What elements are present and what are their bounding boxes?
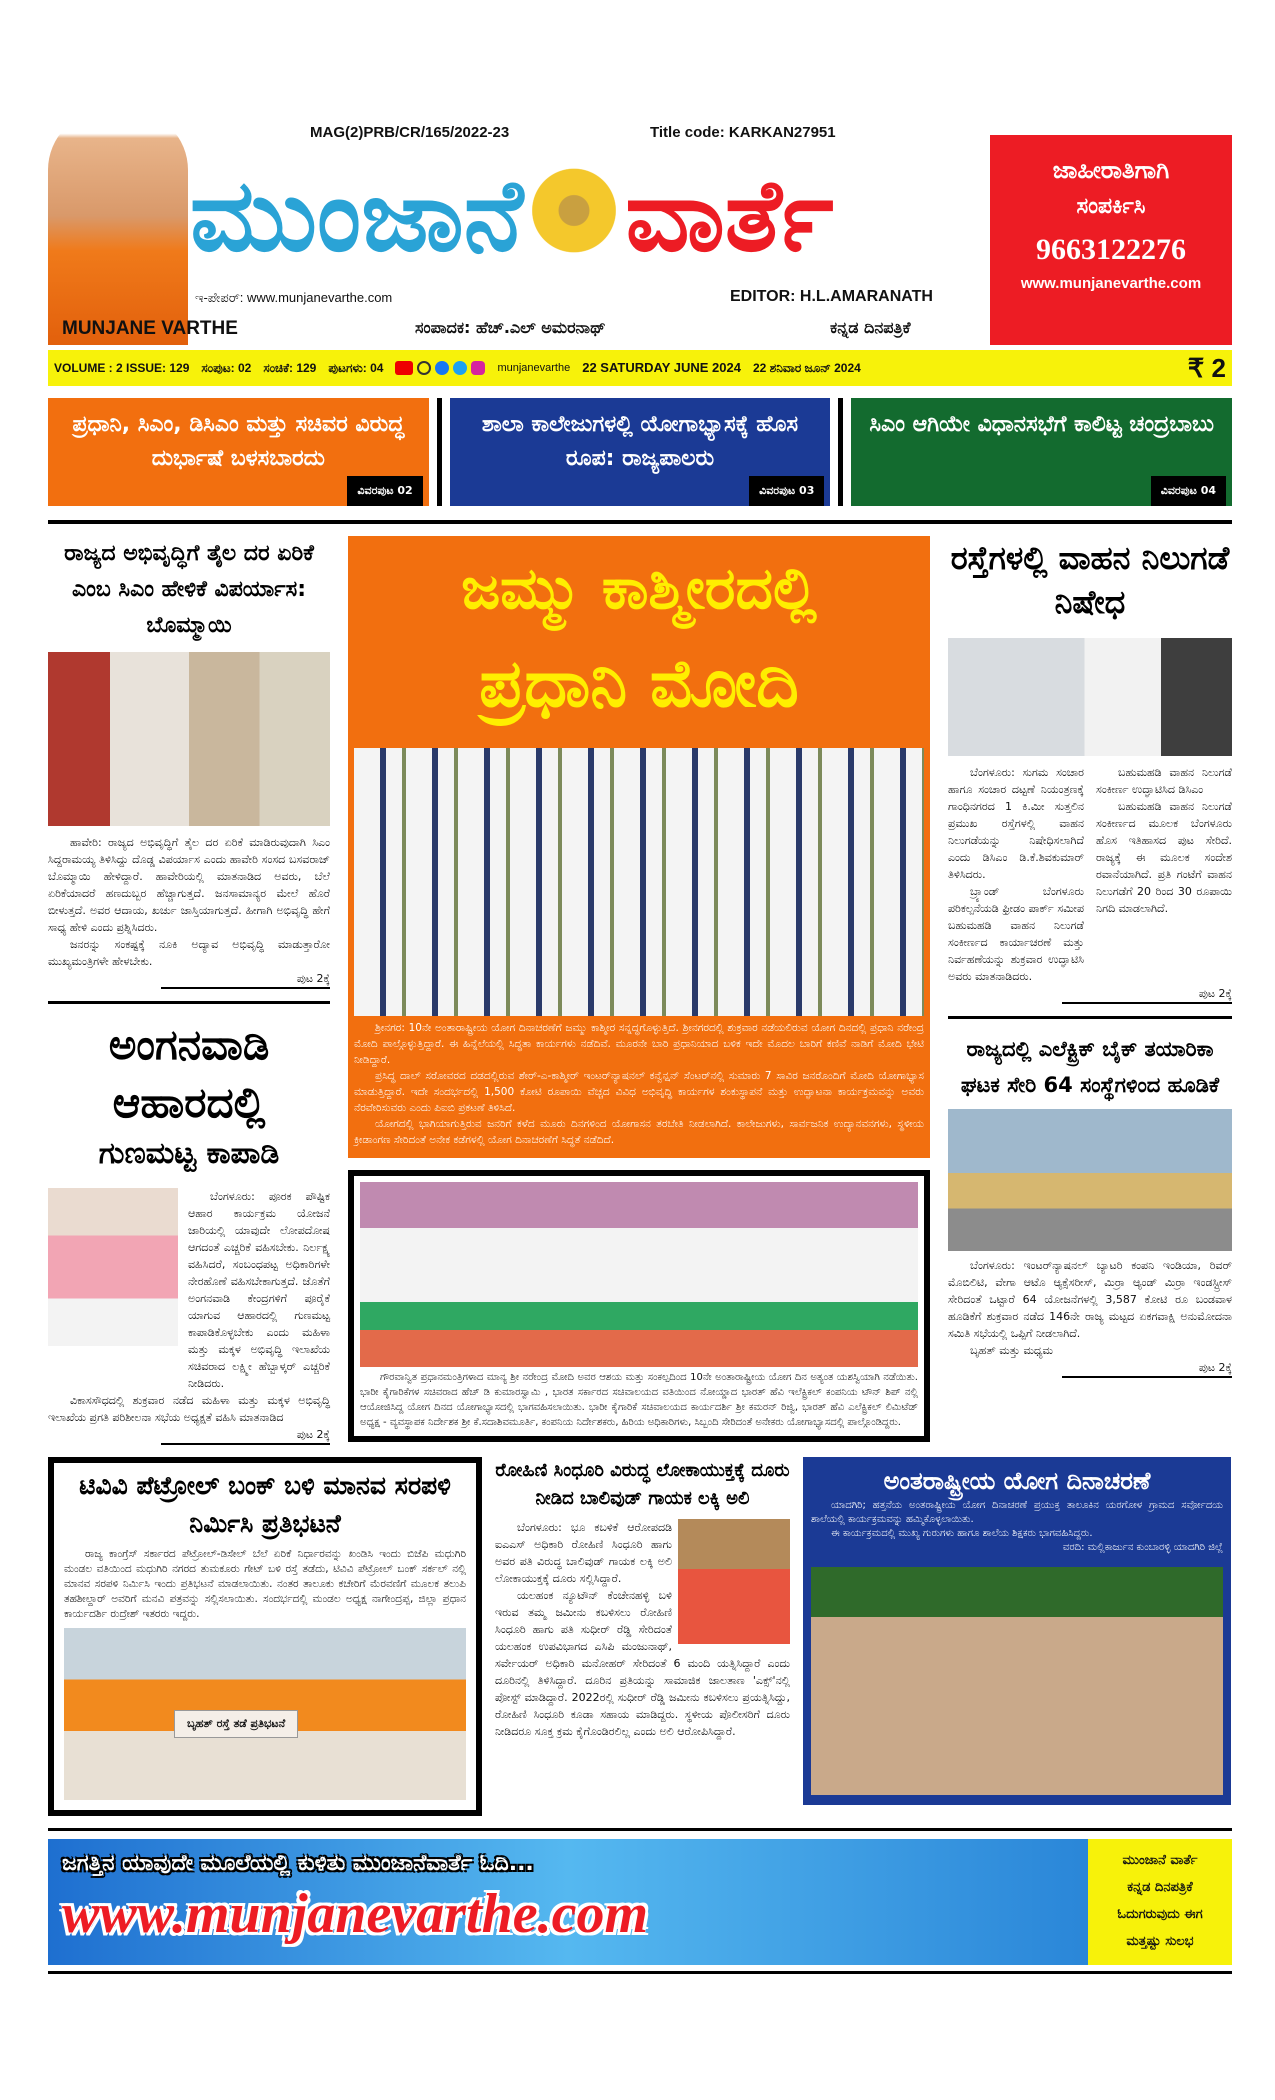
photo-caption: ಗೌರವಾನ್ವಿತ ಪ್ರಧಾನಮಂತ್ರಿಗಳಾದ ಮಾನ್ಯ ಶ್ರೀ ನರೇಂದ್ರ ಮೋದಿ ಅವರ ಆಶಯ ಮತ್ತು ಸಂಕಲ್ಪದಿಂದ 10ನೇ ಅಂತಾರಾಷ್ಟ್ರೀಯ ಯೋಗ ದಿನ ಅತ್ಯಂತ ಯಶಸ್ವಿಯಾಗಿ ನಡೆಯಿತು. ಭಾರೀ ಕೈಗಾರಿಕೆಗಳ ಸಚಿವರಾದ ಹೆಚ್ ಡಿ ಕುಮಾರಸ್ವಾಮಿ , ಭಾರತ ಸರ್ಕಾರದ ಸಚಿವಾಲಯದ ವತಿಯಿಂದ ನೋಯ್ಡಾದ ಭಾರತ್ ಹೆವಿ ಇಲೆಕ್ಟ್ರಿಕಲ್ ಕಂಪನಿಯ ಟೌನ್ ಶಿಪ್ ನಲ್ಲಿ ಆಯೋಜಿಸಿದ್ದ ಯೋಗ ದಿನದ ಯೋಗಾಭ್ಯಾಸದಲ್ಲಿ ಭಾಗವಹಿಸಲಾಯಿತು. ಭಾರೀ ಕೈಗಾರಿಕೆ ಸಚಿವಾಲಯದ ಕಾರ್ಯದರ್ಶಿ ಶ್ರೀ ಕಮರನ್ ರಿಜ್ವಿ, ಭಾರತ್ ಹೆವಿ ಎಲೆಕ್ಟ್ರಿಕಲ್ ಲಿಮಿಟೆಡ್ ಅಧ್ಯಕ್ಷ - ವ್ಯವಸ್ಥಾಪಕ ನಿರ್ದೇಶಕ ಶ್ರೀ ಕೆ.ಸದಾಶಿವಮೂರ್ತಿ, ಕಂಪನಿಯ ನಿರ್ದೇಶಕರು, ಹಿರಿಯ ಅಧಿಕಾರಿಗಳು, ಸಿಬ್ಬಂದಿ ಸೇರಿದಂತೆ ಅನೇಕರು ಯೋಗಾಭ್ಯಾಸದಲ್ಲಿ ಪಾಲ್ಗೊಂಡಿದ್ದರು. [360, 1372, 918, 1428]
divider [48, 1971, 1232, 1974]
teaser-page: ವಿವರಪುಟ 02 [347, 476, 422, 506]
headline-line-2: ಆಹಾರದಲ್ಲಿ [112, 1078, 266, 1127]
lead-headline-2: ಪ್ರಧಾನಿ ಮೋದಿ [479, 645, 799, 722]
epaper-link[interactable]: ಇ-ಪೇಪರ್: www.munjanevarthe.com [195, 290, 393, 305]
divider [48, 1828, 1232, 1831]
main-grid [48, 536, 1232, 1445]
promo-url[interactable]: www.munjanevarthe.com [62, 1883, 649, 1945]
instagram-icon[interactable] [471, 361, 485, 375]
lead-story [348, 536, 930, 1158]
byline: ವರದಿ: ಮಲ್ಲಿಕಾರ್ಜುನ ಕುಂಬಾರಳ್ಳಿ ಯಾದಗಿರಿ ಜಿಲ್ಲೆ [1062, 1542, 1223, 1553]
article-body: ಯೋಗದಲ್ಲಿ ಭಾಗಿಯಾಗುತ್ತಿರುವ ಜನರಿಗೆ ಕಳೆದ ಮೂರು ದಿನಗಳಿಂದ ಯೋಗಾಸನ ತರಬೇತಿ ನೀಡಲಾಗಿದೆ. ಕಾಲೇಜುಗಳು, ಸಾರ್ವಜನಿಕ ಉದ್ಯಾನವನಗಳು, ಸ್ಥಳೀಯ ಕ್ರೀಡಾಂಗಣ ಸೇರಿದಂತೆ ಅನೇಕ ಕಡೆಗಳಲ್ಲಿ ಯೋಗ ದಿನಾಚರಣೆಗೆ ಸಿದ್ಧತೆ ನಡೆದಿದೆ. [354, 1118, 924, 1146]
article-body: ಹಾವೇರಿ: ರಾಜ್ಯದ ಅಭಿವೃದ್ಧಿಗೆ ತೈಲ ದರ ಏರಿಕೆ ಮಾಡಿರುವುದಾಗಿ ಸಿಎಂ ಸಿದ್ದರಾಮಯ್ಯ ತಿಳಿಸಿದ್ದು ದೊಡ್ಡ ವಿಪರ್ಯಾಸ ಎಂದು ಹಾವೇರಿ ಸಂಸದ ಬಸವರಾಜ್ ಬೊಮ್ಮಾಯಿ ಹೇಳಿದ್ದಾರೆ. ಹಾವೇರಿಯಲ್ಲಿ ಮಾತನಾಡಿದ ಅವರು, ಬೆಲೆ ಏರಿಕೆಯಾದರೆ ಹಣದುಬ್ಬರ ಹೆಚ್ಚಾಗುತ್ತದೆ. ಜನಸಾಮಾನ್ಯರ ಮೇಲೆ ಹೊರೆ ಬೀಳುತ್ತದೆ. ಅವರ ಆದಾಯ, ಖರ್ಚು ಜಾಸ್ತಿಯಾಗುತ್ತದೆ. ಹೀಗಾಗಿ ಅಭಿವೃದ್ಧಿ ಹೇಗೆ ಸಾಧ್ಯ ಹೇಳಿ ಎಂದು ಪ್ರಶ್ನಿಸಿದರು. [48, 836, 330, 934]
article-body: ಬೆಂಗಳೂರು: ಇಂಟರ್‌ನ್ಯಾಷನಲ್ ಬ್ಯಾಟರಿ ಕಂಪನಿ ಇಂಡಿಯಾ, ರಿವರ್ ಮೊಬಿಲಿಟಿ, ವೇಗಾ ಆಟೊ ಆ್ಯಕ್ಸೆಸರೀಸ್, ಮಿರ್ರಾ ಆ್ಯಂಡ್ ಮಿರ್ರಾ ಇಂಡಸ್ಟ್ರೀಸ್ ಸೇರಿದಂತೆ ಒಟ್ಟಾರೆ 64 ಯೋಜನೆಗಳಲ್ಲಿ 3,587 ಕೋಟಿ ರೂ ಬಂಡವಾಳ ಹೂಡಿಕೆಗೆ ಶುಕ್ರವಾರ ನಡೆದ 146ನೇ ರಾಜ್ಯ ಮಟ್ಟದ ಏಕಗವಾಕ್ಷಿ ಅನುಮೋದನಾ ಸಮಿತಿ ಸಭೆಯಲ್ಲಿ ಒಪ್ಪಿಗೆ ನೀಡಲಾಗಿದೆ. [948, 1259, 1232, 1340]
karnataka-map-logo [529, 161, 619, 271]
registration-number: MAG(2)PRB/CR/165/2022-23 [310, 124, 510, 141]
right-column [948, 536, 1232, 1378]
ad-line-1: ಜಾಹೀರಾತಿಗಾಗಿ [1052, 156, 1170, 184]
side-line: ಮತ್ತಷ್ಟು ಸುಲಭ [1126, 1934, 1194, 1949]
story-heavy-industries-yoga [348, 1170, 930, 1442]
article-subhead: ಬಹುಮಹಡಿ ವಾಹನ ನಿಲುಗಡೆ ಸಂಕೀರ್ಣ ಉದ್ಘಾಟಿಸಿದ ಡಿಸಿಎಂ [1096, 766, 1232, 796]
website-promo-banner[interactable] [48, 1839, 1088, 1965]
side-line: ಕನ್ನಡ ದಿನಪತ್ರಿಕೆ [1127, 1880, 1193, 1895]
continued-link[interactable]: ಪುಟ 2ಕ್ಕೆ [161, 1428, 330, 1445]
logo [190, 148, 985, 283]
center-column [348, 536, 930, 1442]
headline-line-3: ಗುಣಮಟ್ಟ ಕಾಪಾಡಿ [98, 1136, 280, 1171]
headline: ಅಂತರಾಷ್ಟ್ರೀಯ ಯೋಗ ದಿನಾಚರಣೆ [883, 1467, 1151, 1495]
teaser-page: ವಿವರಪುಟ 04 [1151, 476, 1226, 506]
paper-name-english: MUNJANE VARTHE [62, 318, 238, 339]
children-yoga-photo [811, 1567, 1223, 1795]
article-body: ಬೆಂಗಳೂರು: ಪೂರಕ ಪೌಷ್ಟಿಕ ಆಹಾರ ಕಾರ್ಯಕ್ರಮ ಯೋಜನೆ ಜಾರಿಯಲ್ಲಿ ಯಾವುದೇ ಲೋಪದೋಷ ಆಗದಂತೆ ಎಚ್ಚರಿಕೆ ವಹಿಸಬೇಕು. ನಿರ್ಲಕ್ಷ್ಯ ವಹಿಸಿದರೆ, ಸಂಬಂಧಪಟ್ಟ ಅಧಿಕಾರಿಗಳೇ ನೇರಹೊಣೆ ವಹಿಸಬೇಕಾಗುತ್ತದೆ. ಜೊತೆಗೆ ಅಂಗನವಾಡಿ ಕೇಂದ್ರಗಳಿಗೆ ಪೂರೈಕೆ ಯಾಗುವ ಆಹಾರದಲ್ಲಿ ಗುಣಮಟ್ಟ ಕಾಪಾಡಿಕೊಳ್ಳಬೇಕು ಎಂದು ಮಹಿಳಾ ಮತ್ತು ಮಕ್ಕಳ ಅಭಿವೃದ್ಧಿ ಇಲಾಖೆಯ ಸಚಿವರಾದ ಲಕ್ಷ್ಮೀ ಹೆಬ್ಬಾಳ್ಕರ್ ಎಚ್ಚರಿಕೆ ನೀಡಿದರು. [188, 1190, 330, 1390]
headline: ರಾಜ್ಯದಲ್ಲಿ ಎಲೆಕ್ಟ್ರಿಕ್ ಬೈಕ್ ತಯಾರಿಕಾ ಘಟಕ ಸೇರಿ 64 ಸಂಸ್ಥೆಗಳಿಂದ ಹೂಡಿಕೆ [960, 1037, 1220, 1097]
founder-portrait [48, 110, 188, 345]
date-kannada: 22 ಶನಿವಾರ ಜೂನ್ 2024 [752, 361, 861, 375]
promo-side-box [1088, 1839, 1232, 1965]
article-body: ಬೆಂಗಳೂರು: ಸುಗಮ ಸಂಚಾರ ಹಾಗೂ ಸಂಚಾರ ದಟ್ಟಣೆ ನಿಯಂತ್ರಣಕ್ಕೆ ಗಾಂಧಿನಗರದ 1 ಕಿ.ಮೀ ಸುತ್ತಲಿನ ಪ್ರಮುಖ ರಸ್ತೆಗಳಲ್ಲಿ ವಾಹನ ನಿಲುಗಡೆಯನ್ನು ನಿಷೇಧಿಸಲಾಗಿದೆ ಎಂದು ಡಿಸಿಎಂ ಡಿ.ಕೆ.ಶಿವಕುಮಾರ್ ತಿಳಿಸಿದರು. [948, 766, 1084, 881]
masthead [0, 0, 1275, 350]
bottom-row [48, 1457, 1232, 1816]
story-yoga-day-yadgir [803, 1457, 1231, 1805]
issue-info-strip [48, 350, 1232, 386]
bommai-photo [48, 652, 330, 826]
continued-link[interactable]: ಪುಟ 2ಕ್ಕೆ [161, 972, 330, 989]
article-body: ಬೃಹತ್ ಮತ್ತು ಮಧ್ಯಮ [970, 1344, 1054, 1357]
side-line: ಮುಂಜಾನೆ ವಾರ್ತೆ [1122, 1853, 1198, 1868]
teaser-1[interactable] [48, 398, 429, 506]
article-body: ಶ್ರೀನಗರ: 10ನೇ ಅಂತಾರಾಷ್ಟ್ರೀಯ ಯೋಗ ದಿನಾಚರಣೆಗೆ ಜಮ್ಮು ಕಾಶ್ಮೀರ ಸನ್ನದ್ಧಗೊಳ್ಳುತ್ತಿದೆ. ಶ್ರೀನಗರದಲ್ಲಿ ಶುಕ್ರವಾರ ನಡೆಯಲಿರುವ ಯೋಗ ದಿನದಲ್ಲಿ ಪ್ರಧಾನಿ ನರೇಂದ್ರ ಮೋದಿ ಪಾಲ್ಗೊಳ್ಳುತ್ತಿದ್ದಾರೆ. ಈ ಹಿನ್ನೆಲೆಯಲ್ಲಿ ಸಿದ್ಧತಾ ಕಾರ್ಯಗಳು ನಡೆದಿವೆ. ಮೂರನೇ ಬಾರಿ ಪ್ರಧಾನಿಯಾದ ಬಳಿಕ ಇದೇ ಮೊದಲ ಬಾರಿಗೆ ಕಣಿವೆ ನಾಡಿಗೆ ಮೋದಿ ಭೇಟಿ ನೀಡಿದ್ದಾರೆ. [354, 1022, 924, 1066]
sanchike: ಸಂಚಿಕೆ: 129 [263, 361, 317, 375]
promo-tagline: ಜಗತ್ತಿನ ಯಾವುದೇ ಮೂಲೆಯಲ್ಲಿ ಕುಳಿತು ಮುಂಜಾನೆವಾರ್ತೆ ಓದಿ... [62, 1851, 534, 1876]
tagline-kannada: ಕನ್ನಡ ದಿನಪತ್ರಿಕೆ [830, 318, 911, 337]
divider [838, 398, 843, 506]
title-code: Title code: KARKAN27951 [650, 124, 836, 141]
teaser-3[interactable] [851, 398, 1232, 506]
protest-banner-text: ಬೃಹತ್ ರಸ್ತೆ ತಡೆ ಪ್ರತಿಭಟನೆ [174, 1710, 298, 1738]
logo-part-2: ವಾರ್ತೆ [625, 156, 834, 274]
article-body: ಯಲಹಂಕ ನ್ಯೂಟೌನ್ ಕೆಂಚೇನಹಳ್ಳಿ ಬಳಿ ಇರುವ ತಮ್ಮ ಜಮೀನು ಕಬಳಿಸಲು ರೋಹಿಣಿ ಸಿಂಧೂರಿ ಹಾಗು ಪತಿ ಸುಧೀರ್ ರೆಡ್ಡಿ ಸೇರಿದಂತೆ ಯಲಹಂಕ ಉಪವಿಭಾಗದ ಎಸಿಪಿ ಮಂಜುನಾಥ್, ಸರ್ವೇಯರ್ ಅಧಿಕಾರಿ ಮನೋಹರ್ ಸೇರಿದಂತೆ 6 ಮಂದಿ ಯತ್ನಿಸಿದ್ದಾರೆ ಎಂದು ದೂರಿನಲ್ಲಿ ತಿಳಿಸಿದ್ದಾರೆ. ದೂರಿನ ಪ್ರತಿಯನ್ನು ಸಾಮಾಜಿಕ ಜಾಲತಾಣ 'ಎಕ್ಸ್'ನಲ್ಲಿ ಪೋಸ್ಟ್ ಮಾಡಿದ್ದಾರೆ. 2022ರಲ್ಲಿ ಸುಧೀರ್ ರೆಡ್ಡಿ ಜಮೀನು ಕಬಳಿಸಲು ಪ್ರಯತ್ನಿಸಿದ್ದು, ರೋಹಿಣಿ ಸಿಂಧೂರಿ ಕೂಡಾ ಸಹಾಯ ಮಾಡಿದ್ದರು. ಸ್ಥಳೀಯ ಪೊಲೀಸರಿಗೆ ದೂರು ನೀಡಿದರೂ ಸೂಕ್ತ ಕ್ರಮ ಕೈಗೊಂಡಿರಲಿಲ್ಲ ಎಂದು ಅಲಿ ಆರೋಪಿಸಿದ್ದಾರೆ. [495, 1589, 790, 1738]
rohini-photo [678, 1519, 790, 1644]
youtube-icon[interactable] [395, 361, 413, 375]
parking-complex-photo [948, 638, 1232, 756]
headline: ಟಿವಿವಿ ಪೆಟ್ರೋಲ್ ಬಂಕ್ ಬಳಿ ಮಾನವ ಸರಪಳಿ ನಿರ್ಮಿಸಿ ಪ್ರತಿಭಟನೆ [79, 1471, 451, 1538]
divider [48, 1001, 330, 1004]
teaser-title: ಶಾಲಾ ಕಾಲೇಜುಗಳಲ್ಲಿ ಯೋಗಾಭ್ಯಾಸಕ್ಕೆ ಹೊಸ ರೂಪ: ರಾಜ್ಯಪಾಲರು [481, 412, 799, 471]
teaser-2[interactable] [450, 398, 831, 506]
ad-website[interactable]: www.munjanevarthe.com [1020, 275, 1202, 292]
social-handle[interactable]: munjanevarthe [497, 362, 571, 374]
date-english: 22 SATURDAY JUNE 2024 [582, 360, 741, 375]
story-petrol-protest [48, 1457, 482, 1816]
volume-issue: VOLUME : 2 ISSUE: 129 [54, 361, 190, 375]
article-body: ವಿಕಾಸಸೌಧದಲ್ಲಿ ಶುಕ್ರವಾರ ನಡೆದ ಮಹಿಳಾ ಮತ್ತು ಮಕ್ಕಳ ಅಭಿವೃದ್ಧಿ ಇಲಾಖೆಯ ಪ್ರಗತಿ ಪರಿಶೀಲನಾ ಸಭೆಯ ಅಧ್ಯಕ್ಷತೆ ವಹಿಸಿ ಮಾತನಾಡಿದ [48, 1394, 330, 1424]
samputa: ಸಂಪುಟ: 02 [201, 361, 252, 375]
minister-photo [48, 1188, 178, 1346]
twitter-icon[interactable] [453, 361, 467, 375]
kumaraswamy-yoga-photo [360, 1182, 918, 1367]
continued-link[interactable]: ಪುಟ 2ಕ್ಕೆ [1062, 987, 1232, 1004]
article-body: ರಾಜ್ಯ ಕಾಂಗ್ರೆಸ್ ಸರ್ಕಾರದ ಪೆಟ್ರೋಲ್-ಡಿಸೇಲ್ ಬೆಲೆ ಏರಿಕೆ ನಿರ್ಧಾರವನ್ನು ಖಂಡಿಸಿ ಇಂದು ಬಿಜೆಪಿ ಮಧುಗಿರಿ ಮಂಡಲ ವತಿಯಿಂದ ಮಧುಗಿರಿ ನಗರದ ತುಮಕೂರು ಗೇಟ್ ಬಳಿ ರಸ್ತೆ ತಡೆದು, ಟಿವಿವಿ ಪೆಟ್ರೋಲ್ ಬಂಕ್ ಸರ್ಕಲ್ ನಲ್ಲಿ ಮಾನವ ಸರಪಳಿ ನಿರ್ಮಿಸಿ ಇಂದು ಪ್ರತಿಭಟನೆ ಮಾಡಲಾಯಿತು. ನಂತರ ತಾಲೂಕು ಕಚೇರಿಗೆ ಮೆರವಣಿಗೆ ಮೂಲಕ ತಲುಪಿ ತಹಶೀಲ್ದಾರ್ ಅವರಿಗೆ ಮನವಿ ಪತ್ರವನ್ನು ಸಲ್ಲಿಸಲಾಯಿತು. ಸಂದರ್ಭದಲ್ಲಿ ಮಂಡಲ ಅಧ್ಯಕ್ಷ ನಾಗೇಂದ್ರಪ್ಪ, ಜಿಲ್ಲಾ ಪ್ರಧಾನ ಕಾರ್ಯದರ್ಶಿ ರುದ್ರೇಶ್ ಇತರರು ಇದ್ದರು. [64, 1548, 466, 1620]
continued-link[interactable]: ಪುಟ 2ಕ್ಕೆ [1062, 1361, 1232, 1378]
editor-english: EDITOR: H.L.AMARANATH [730, 288, 933, 305]
headline-line-1: ಅಂಗನವಾಡಿ [108, 1020, 270, 1069]
teaser-page: ವಿವರಪುಟ 03 [749, 476, 824, 506]
teaser-title: ಸಿಎಂ ಆಗಿಯೇ ವಿಧಾನಸಭೆಗೆ ಕಾಲಿಟ್ಟ ಚಂದ್ರಬಾಬು [869, 412, 1214, 437]
story-rohini-sindhuri [495, 1457, 790, 1740]
ad-phone: 9663122276 [1036, 233, 1186, 266]
side-line: ಓದುಗರುವುದು ಈಗ [1117, 1907, 1203, 1922]
srinagar-yoga-photo [354, 748, 924, 1016]
article-body: ಯಾದಗಿರಿ; ಹತ್ತನೆಯ ಅಂತರಾಷ್ಟ್ರೀಯ ಯೋಗ ದಿನಾಚರಣೆ ಪ್ರಯುಕ್ತ ತಾಲೂಕಿನ ಯರಗೋಳ ಗ್ರಾಮದ ಸರ್ವೋದಯ ಶಾಲೆಯಲ್ಲಿ ಕಾರ್ಯಕ್ರಮವನ್ನು ಹಮ್ಮಿಕೊಳ್ಳಲಾಯಿತು. [811, 1500, 1223, 1525]
story-oil-price [48, 536, 330, 989]
story-parking-ban [948, 536, 1232, 1004]
headline: ರಾಜ್ಯದ ಅಭಿವೃದ್ಧಿಗೆ ತೈಲ ದರ ಏರಿಕೆ ಎಂಬ ಸಿಎಂ ಹೇಳಿಕೆ ವಿಪರ್ಯಾಸ: ಬೊಮ್ಮಾಯಿ [64, 541, 314, 638]
advertise-box [990, 135, 1232, 345]
page-body [48, 350, 1232, 2014]
story-ebike-investment [948, 1031, 1232, 1378]
facebook-icon[interactable] [435, 361, 449, 375]
article-body: ಬಹುಮಹಡಿ ವಾಹನ ನಿಲುಗಡೆ ಸಂಕೀರ್ಣದ ಮೂಲಕ ಬೆಂಗಳೂರು ಹೊಸ ಇತಿಹಾಸದ ಪುಟ ಸೇರಿದೆ. ರಾಜ್ಯಕ್ಕೆ ಈ ಮೂಲಕ ಸಂದೇಶ ರವಾನೆಯಾಗಿದೆ. ಪ್ರತಿ ಗಂಟೆಗೆ ವಾಹನ ನಿಲುಗಡೆಗೆ 20 ರಿಂದ 30 ರೂಪಾಯಿ ನಿಗದಿ ಮಾಡಲಾಗಿದೆ. [1096, 800, 1232, 915]
teaser-row [48, 398, 1232, 506]
editor-kannada: ಸಂಪಾದಕ: ಹೆಚ್.ಎಲ್ ಅಮರನಾಥ್ [415, 318, 606, 337]
globe-icon[interactable] [417, 361, 431, 375]
logo-part-1: ಮುಂಜಾನೆ [190, 156, 524, 274]
protest-photo [64, 1628, 466, 1800]
teaser-title: ಪ್ರಧಾನಿ, ಸಿಎಂ, ಡಿಸಿಎಂ ಮತ್ತು ಸಚಿವರ ವಿರುದ್ಧ ದುರ್ಭಾಷೆ ಬಳಸಬಾರದು [72, 412, 405, 471]
headline: ರಸ್ತೆಗಳಲ್ಲಿ ವಾಹನ ನಿಲುಗಡೆ ನಿಷೇಧ [950, 539, 1230, 621]
lead-headline-1: ಜಮ್ಮು ಕಾಶ್ಮೀರದಲ್ಲಿ [461, 554, 817, 622]
left-column [48, 536, 330, 1445]
article-body: ಬ್ರ್ಯಾಂಡ್ ಬೆಂಗಳೂರು ಪರಿಕಲ್ಪನೆಯಡಿ ಫ್ರೀಡಂ ಪಾರ್ಕ್ ಸಮೀಪ ಬಹುಮಹಡಿ ವಾಹನ ನಿಲುಗಡೆ ಸಂಕೀರ್ಣದ ಕಾರ್ಯಾಚರಣೆ ಮತ್ತು ನಿರ್ವಹಣೆಯನ್ನು ಶುಕ್ರವಾರ ಉದ್ಘಾಟಿಸಿ ಅವರು ಮಾತನಾಡಿದರು. [948, 885, 1084, 983]
divider [948, 1016, 1232, 1019]
article-body: ಈ ಕಾರ್ಯಕ್ರಮದಲ್ಲಿ ಮುಖ್ಯ ಗುರುಗಳು ಹಾಗೂ ಶಾಲೆಯ ಶಿಕ್ಷಕರು ಭಾಗವಹಿಸಿದ್ದರು. [831, 1528, 1093, 1539]
investment-meeting-photo [948, 1109, 1232, 1251]
article-body: ಪ್ರಸಿದ್ಧ ದಾಲ್ ಸರೋವರದ ದಡದಲ್ಲಿರುವ ಶೇರ್-ಎ-ಕಾಶ್ಮೀರ್ ಇಂಟರ್‌ನ್ಯಾಷನಲ್ ಕನ್ವೆನ್ಷನ್ ಸೆಂಟರ್‌ನಲ್ಲಿ ಸುಮಾರು 7 ಸಾವಿರ ಜನರೊಂದಿಗೆ ಮೋದಿ ಯೋಗಾಭ್ಯಾಸ ಮಾಡುತ್ತಿದ್ದಾರೆ. ಇದೇ ಸಂದರ್ಭದಲ್ಲಿ 1,500 ಕೋಟಿ ರೂಪಾಯಿ ವೆಚ್ಚದ ವಿವಿಧ ಅಭಿವೃದ್ಧಿ ಕಾರ್ಯಗಳ ಶಂಕುಸ್ಥಾಪನೆ ಮತ್ತು ಉದ್ಘಾಟನಾ ಕಾರ್ಯಕ್ರಮವನ್ನು ಅವರು ನೆರವೇರಿಸುವರು ಎಂದು ಪಿಐಬಿ ಪ್ರಕಟಣೆ ತಿಳಿಸಿದೆ. [354, 1070, 924, 1114]
ad-line-2: ಸಂಪರ್ಕಿಸಿ [1076, 194, 1146, 219]
divider [437, 398, 442, 506]
story-anganwadi [48, 1016, 330, 1445]
social-icons [395, 361, 485, 375]
article-columns [948, 764, 1232, 985]
article-body: ಬೆಂಗಳೂರು: ಭೂ ಕಬಳಿಕೆ ಆರೋಪದಡಿ ಐಎಎಸ್ ಅಧಿಕಾರಿ ರೋಹಿಣಿ ಸಿಂಧೂರಿ ಹಾಗು ಅವರ ಪತಿ ವಿರುದ್ಧ ಬಾಲಿವುಡ್ ಗಾಯಕ ಲಕ್ಕಿ ಅಲಿ ಲೋಕಾಯುಕ್ತಕ್ಕೆ ದೂರು ಸಲ್ಲಿಸಿದ್ದಾರೆ. [495, 1521, 672, 1585]
footer [48, 1839, 1232, 1965]
headline: ರೋಹಿಣಿ ಸಿಂಧೂರಿ ವಿರುದ್ಧ ಲೋಕಾಯುಕ್ತಕ್ಕೆ ದೂರು ನೀಡಿದ ಬಾಲಿವುಡ್ ಗಾಯಕ ಲಕ್ಕಿ ಅಲಿ [495, 1460, 790, 1509]
divider [48, 520, 1232, 524]
page-count: ಪುಟಗಳು: 04 [328, 361, 384, 375]
price: ₹ 2 [1187, 353, 1226, 383]
article-body: ಜನರನ್ನು ಸಂಕಷ್ಟಕ್ಕೆ ನೂಕಿ ಅದ್ಯಾವ ಅಭಿವೃದ್ಧಿ ಮಾಡುತ್ತಾರೋ ಮುಖ್ಯಮಂತ್ರಿಗಳೇ ಹೇಳಬೇಕು. [48, 938, 330, 968]
